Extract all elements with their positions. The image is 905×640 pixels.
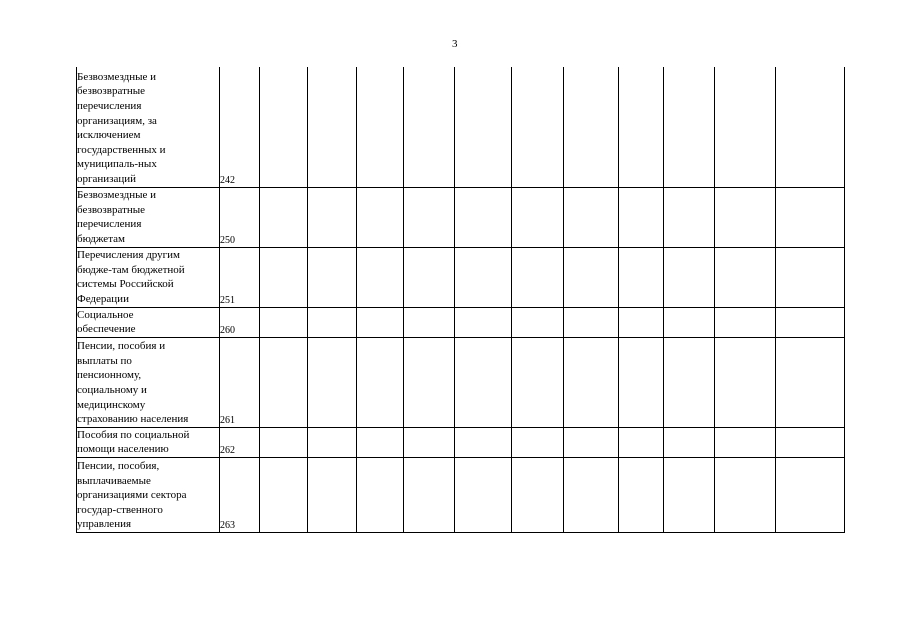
value-cell (564, 337, 619, 427)
value-cell (564, 187, 619, 247)
value-cell (512, 307, 564, 337)
value-cell (619, 307, 664, 337)
value-cell (715, 307, 776, 337)
value-cell (715, 337, 776, 427)
value-cell (260, 67, 308, 187)
row-name-cell (77, 427, 220, 457)
value-cell (776, 427, 845, 457)
value-cell (308, 307, 357, 337)
value-cell (564, 457, 619, 532)
budget-table (76, 67, 845, 533)
value-cell (715, 457, 776, 532)
value-cell (512, 457, 564, 532)
value-cell (455, 457, 512, 532)
row-code: 261 (220, 337, 260, 427)
value-cell (564, 307, 619, 337)
value-cell (776, 67, 845, 187)
table-row (77, 247, 845, 307)
value-cell (357, 67, 404, 187)
value-cell (357, 247, 404, 307)
value-cell (512, 187, 564, 247)
value-cell (664, 247, 715, 307)
value-cell (619, 247, 664, 307)
value-cell (776, 247, 845, 307)
row-name-cell (77, 337, 220, 427)
row-code: 250 (220, 187, 260, 247)
value-cell (776, 337, 845, 427)
value-cell (455, 247, 512, 307)
value-cell (564, 247, 619, 307)
value-cell (455, 67, 512, 187)
value-cell (512, 337, 564, 427)
row-code: 263 (220, 457, 260, 532)
value-cell (776, 187, 845, 247)
value-cell (512, 67, 564, 187)
value-cell (404, 247, 455, 307)
row-name: Пособия по социальной помощи населению (77, 428, 190, 456)
value-cell (664, 307, 715, 337)
value-cell (715, 247, 776, 307)
value-cell (776, 457, 845, 532)
value-cell (357, 427, 404, 457)
value-cell (260, 187, 308, 247)
value-cell (564, 427, 619, 457)
row-name-cell (77, 457, 220, 532)
row-code: 262 (220, 427, 260, 457)
value-cell (776, 307, 845, 337)
value-cell (260, 247, 308, 307)
row-name-cell (77, 307, 220, 337)
value-cell (715, 187, 776, 247)
value-cell (260, 307, 308, 337)
table-row (77, 307, 845, 337)
row-name: Пенсии, пособия, выплачиваемые организациями сектора государ-ственного управления (77, 459, 187, 531)
value-cell (404, 337, 455, 427)
table-row (77, 427, 845, 457)
row-name-cell (77, 187, 220, 247)
value-cell (357, 307, 404, 337)
value-cell (664, 427, 715, 457)
value-cell (512, 247, 564, 307)
value-cell (455, 307, 512, 337)
row-name: Безвозмездные и безвозвратные перечисления организациям, за исключением государственных и муниципаль-ных организаций (77, 70, 166, 185)
value-cell (308, 457, 357, 532)
row-code: 251 (220, 247, 260, 307)
row-name-cell (77, 67, 220, 187)
value-cell (664, 67, 715, 187)
value-cell (455, 337, 512, 427)
value-cell (619, 67, 664, 187)
value-cell (619, 187, 664, 247)
value-cell (308, 337, 357, 427)
row-name: Социальное обеспечение (77, 308, 136, 336)
table-row (77, 337, 845, 427)
value-cell (715, 427, 776, 457)
table-row (77, 457, 845, 532)
value-cell (404, 187, 455, 247)
value-cell (404, 427, 455, 457)
value-cell (404, 457, 455, 532)
value-cell (664, 187, 715, 247)
value-cell (619, 427, 664, 457)
row-name: Пенсии, пособия и выплаты по пенсионному, социальному и медицинскому страхованию населения (77, 340, 189, 426)
value-cell (308, 247, 357, 307)
row-name: Перечисления другим бюдже-там бюджетной системы Российской Федерации (77, 249, 185, 305)
table-row (77, 67, 845, 187)
value-cell (455, 187, 512, 247)
value-cell (260, 457, 308, 532)
value-cell (357, 337, 404, 427)
value-cell (404, 307, 455, 337)
value-cell (260, 427, 308, 457)
value-cell (357, 457, 404, 532)
value-cell (308, 427, 357, 457)
value-cell (455, 427, 512, 457)
row-name-cell (77, 247, 220, 307)
row-code: 242 (220, 67, 260, 187)
value-cell (564, 67, 619, 187)
value-cell (715, 67, 776, 187)
table-row (77, 187, 845, 247)
value-cell (260, 337, 308, 427)
row-name: Безвозмездные и безвозвратные перечисления бюджетам (77, 189, 157, 245)
row-code: 260 (220, 307, 260, 337)
value-cell (357, 187, 404, 247)
value-cell (664, 337, 715, 427)
value-cell (308, 187, 357, 247)
value-cell (512, 427, 564, 457)
value-cell (664, 457, 715, 532)
value-cell (404, 67, 455, 187)
value-cell (619, 457, 664, 532)
value-cell (619, 337, 664, 427)
value-cell (308, 67, 357, 187)
page-number: 3 (452, 38, 458, 50)
